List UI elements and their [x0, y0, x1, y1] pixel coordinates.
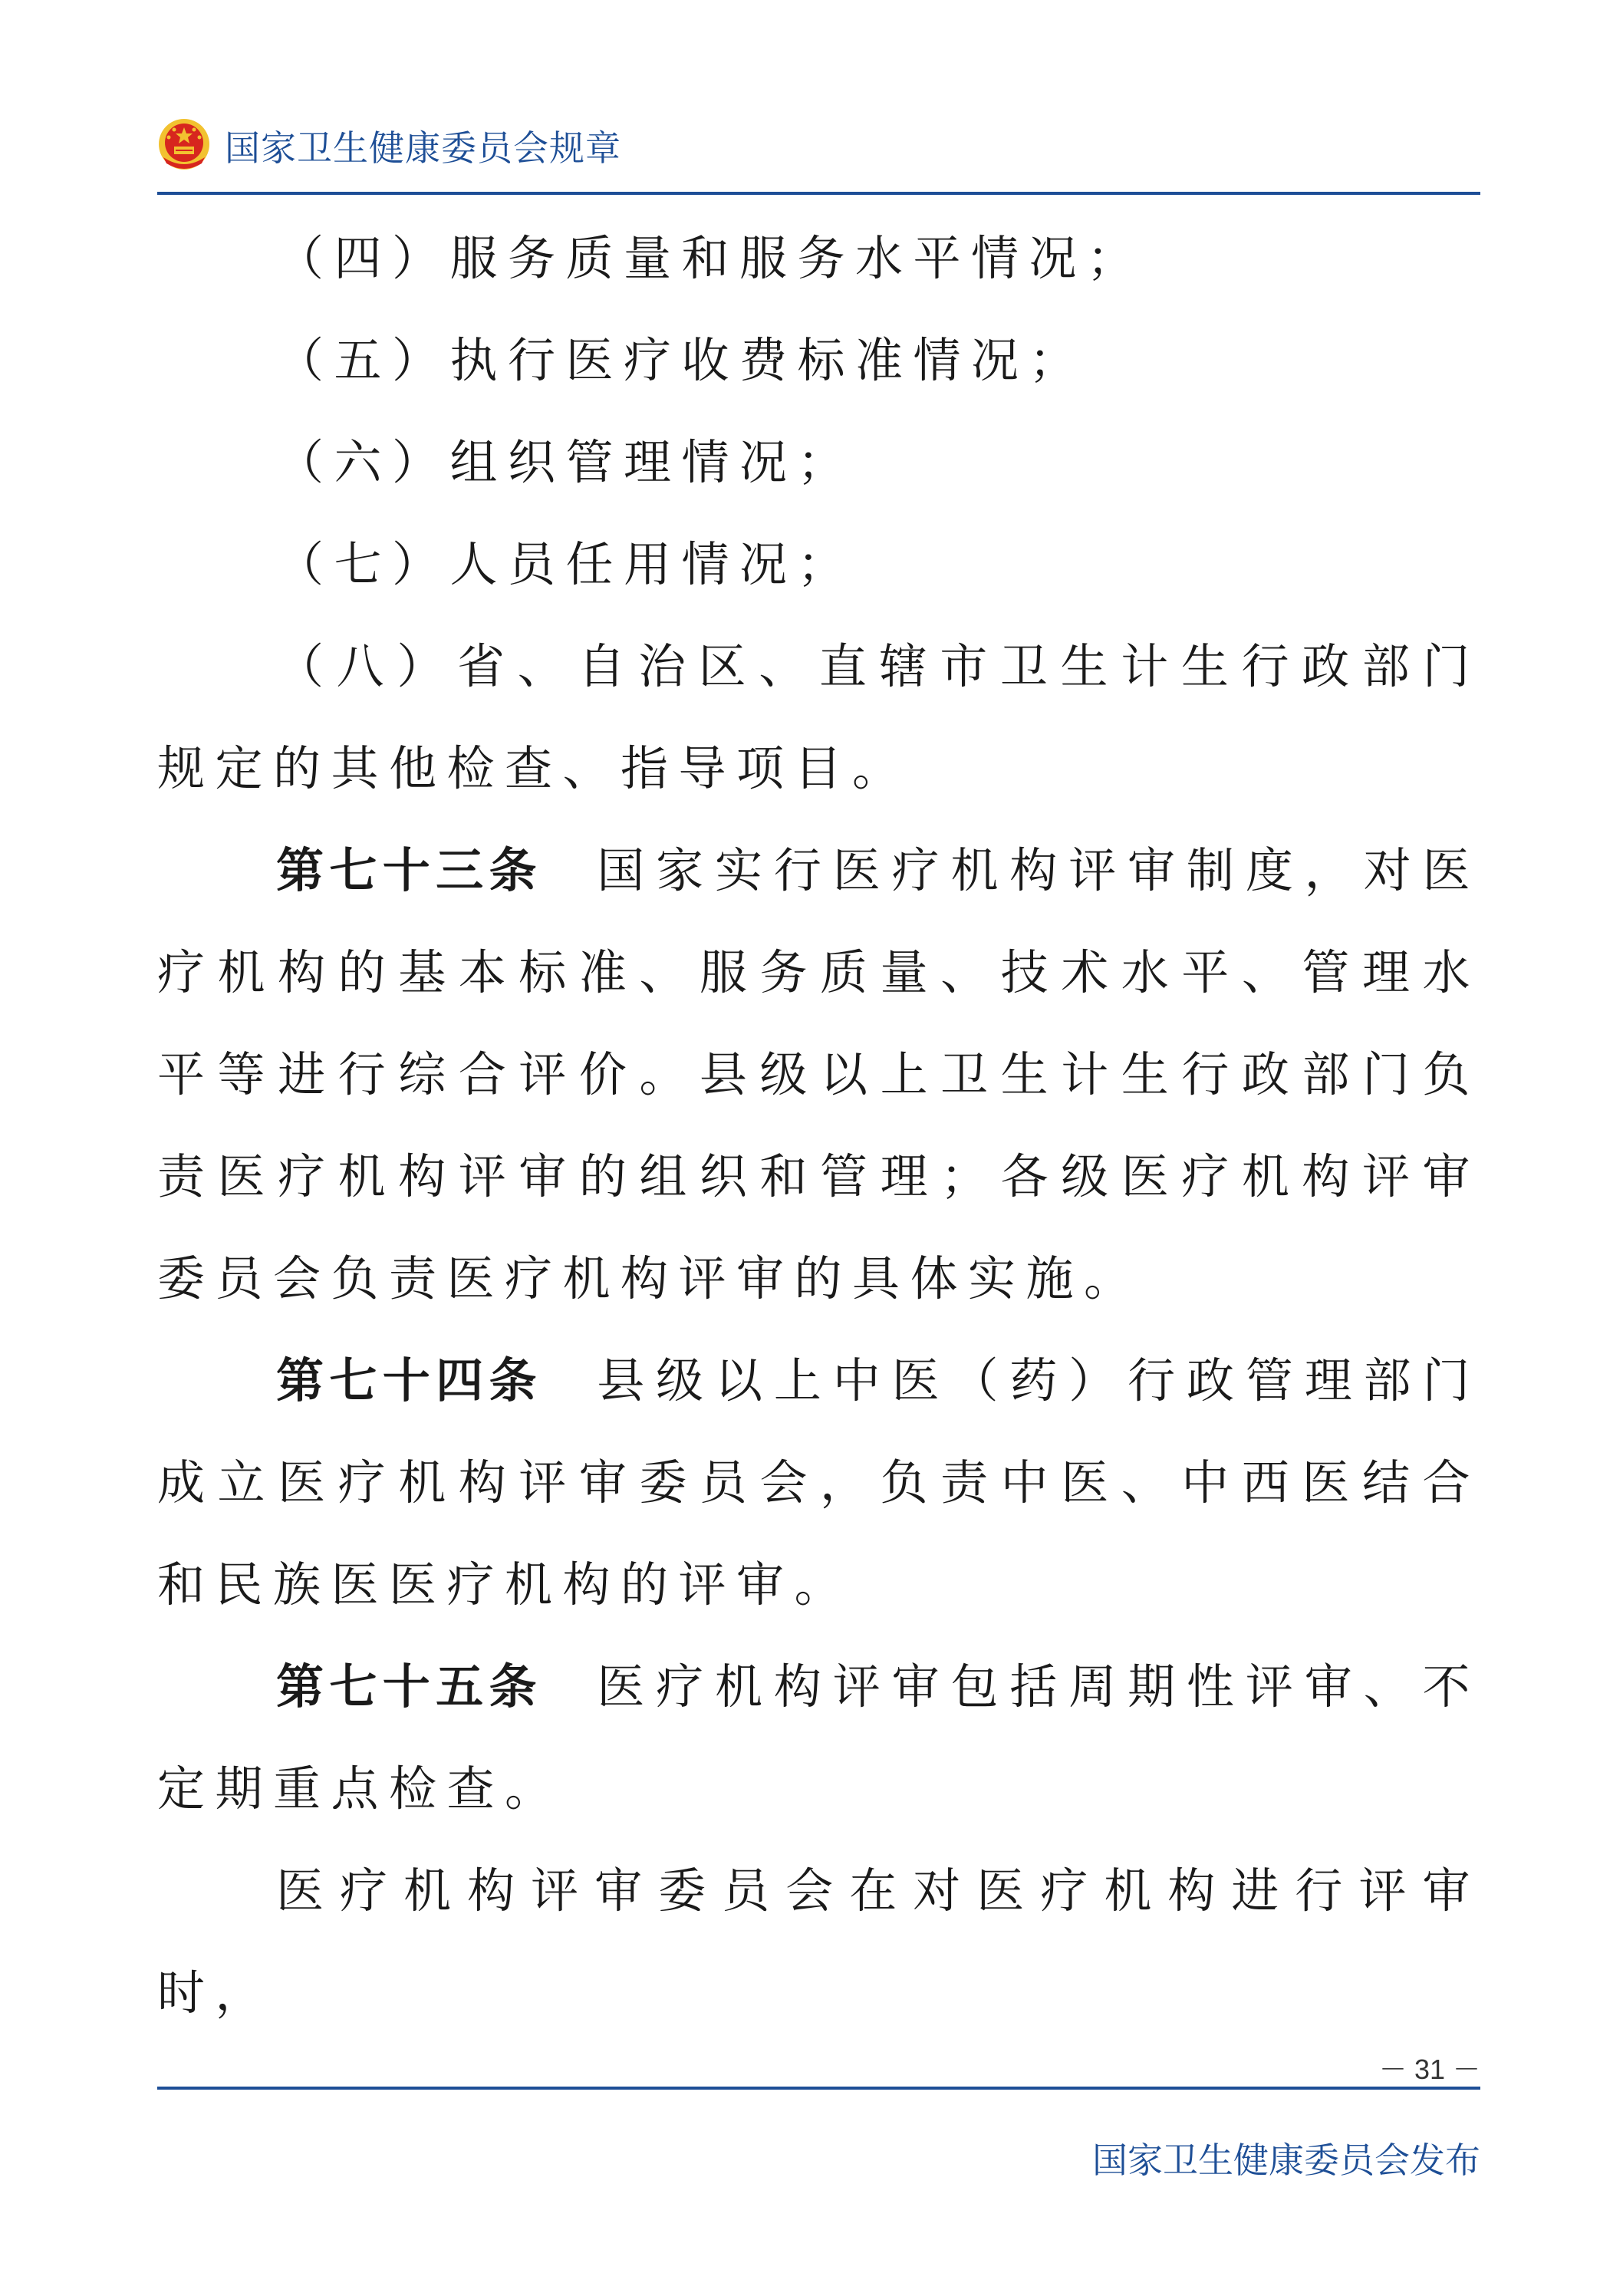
article-number: 第七十三条 [276, 842, 542, 898]
header-title: 国家卫生健康委员会规章 [225, 127, 621, 169]
article-text: 县级以上中医（药）行政管理部门成立医疗机构评审委员会，负责中医、中西医结合和民族医医疗机构的评审。 [157, 1352, 1480, 1612]
article-75 [157, 1636, 1480, 1840]
article-73 [157, 819, 1480, 1329]
document-body [157, 207, 1480, 2044]
list-item: （六）组织管理情况； [276, 434, 856, 490]
article-74 [157, 1329, 1480, 1636]
article-text: 医疗机构评审包括周期性评审、不定期重点检查。 [157, 1659, 1480, 1817]
list-item: （八）省、自治区、直辖市卫生计生行政部门规定的其他检查、指导项目。 [157, 638, 1480, 796]
page-number: － 31 － [1378, 2054, 1480, 2085]
article-number: 第七十五条 [276, 1659, 542, 1715]
article-text: 国家实行医疗机构评审制度，对医疗机构的基本标准、服务质量、技术水平、管理水平等进行综合评价。县级以上卫生计生行政部门负责医疗机构评审的组织和管理；各级医疗机构评审委员会负责医疗机构评审的具体实施。 [157, 842, 1480, 1306]
footer-divider [157, 2087, 1480, 2090]
article-number: 第七十四条 [276, 1352, 542, 1408]
list-item: （五）执行医疗收费标准情况； [276, 332, 1088, 388]
list-item: （四）服务质量和服务水平情况； [276, 230, 1145, 286]
footer-publisher: 国家卫生健康委员会发布 [1092, 2140, 1480, 2181]
header-divider [157, 192, 1480, 195]
page-header [157, 111, 1480, 173]
list-item: （七）人员任用情况； [276, 536, 856, 592]
paragraph: 医疗机构评审委员会在对医疗机构进行评审时， [157, 1863, 1480, 2021]
national-emblem-icon [157, 117, 211, 171]
